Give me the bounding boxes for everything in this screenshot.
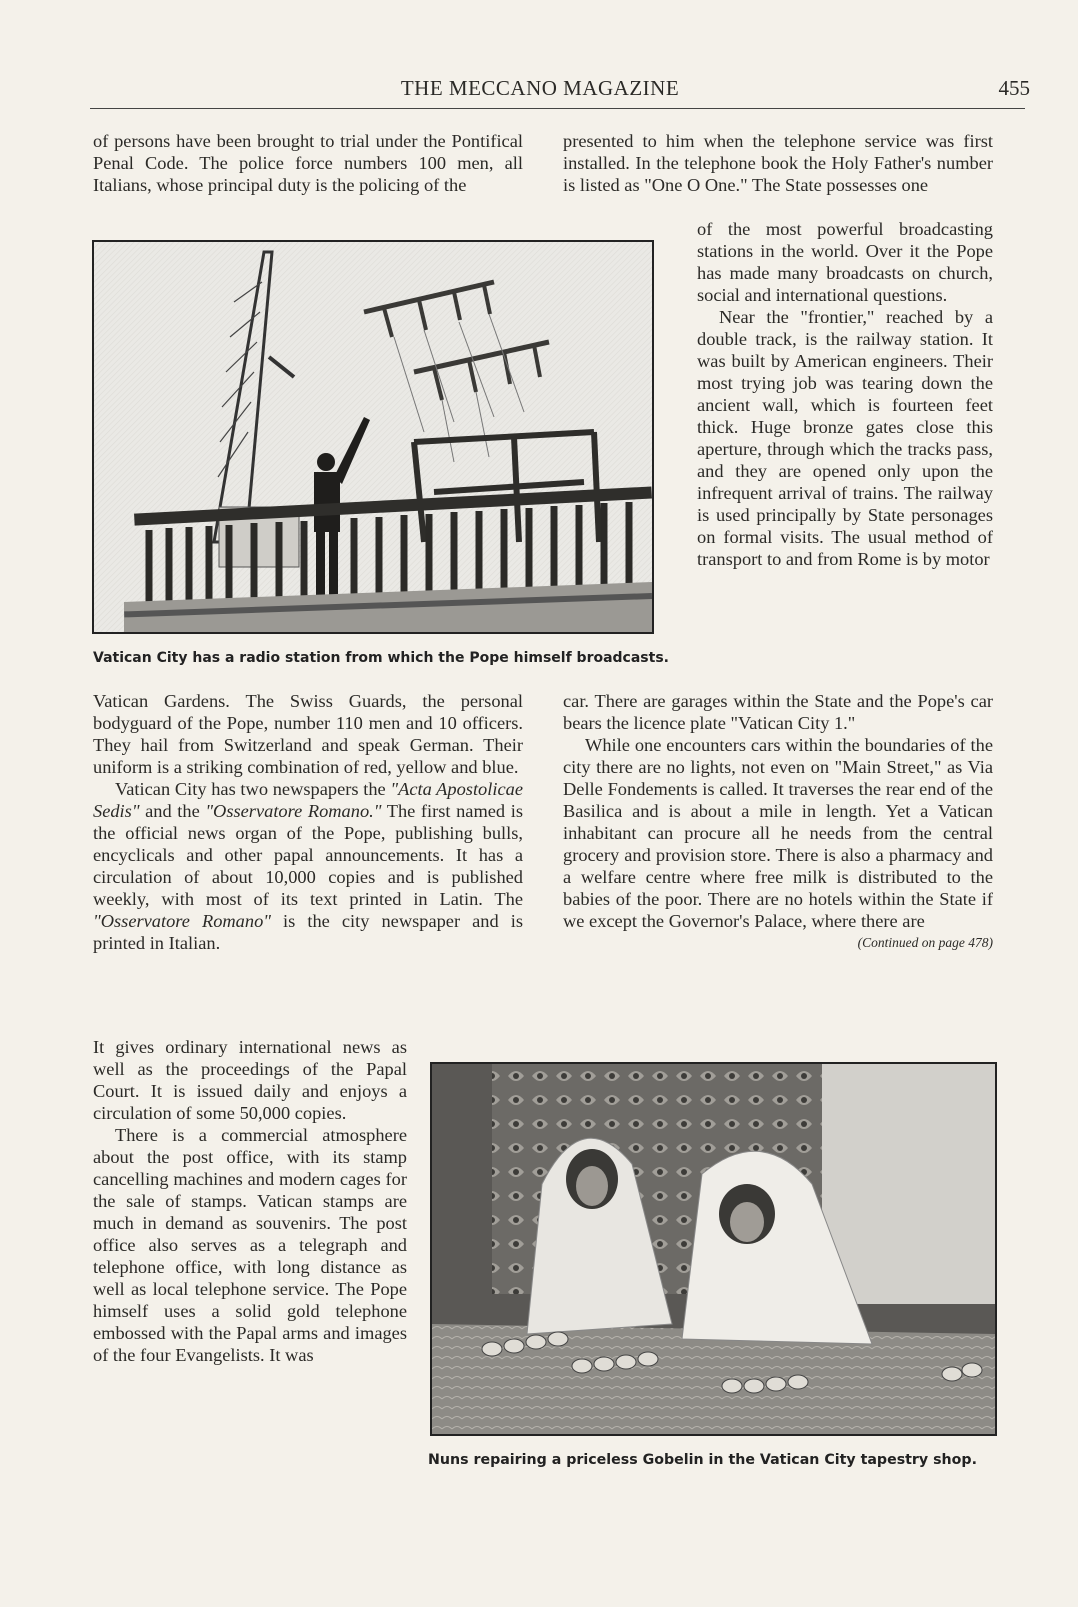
radio-station-photo bbox=[92, 240, 654, 634]
column-2-mid bbox=[563, 690, 993, 954]
paragraph: presented to him when the telephone service was first installed. In the telephone book the Holy Father's number is listed as "One O One." The State possesses one bbox=[563, 131, 993, 195]
page-number: 455 bbox=[998, 76, 1030, 100]
magazine-title: THE MECCANO MAGAZINE bbox=[400, 76, 680, 100]
paragraph: Vatican City has two newspapers the "Acta Apostolicae Sedis" and the "Osservatore Romano." The first named is the official news organ of the Pope, publishing bulls, encyclicals and other papal announcements. It has a circulation of about 10,000 copies and is published weekly, with most of its text printed in Latin. The "Osservatore Romano" is the city newspaper and is printed in Italian. bbox=[93, 779, 523, 953]
column-2-side bbox=[697, 218, 993, 570]
photo-1-caption: Vatican City has a radio station from which the Pope himself broadcasts. bbox=[93, 650, 669, 666]
column-1-top bbox=[93, 130, 523, 196]
tapestry-shop-photo bbox=[430, 1062, 997, 1436]
paragraph: of the most powerful broadcasting stations in the world. Over it the Pope has made many broadcasts on church, social and international questions. bbox=[697, 219, 993, 305]
paragraph: Near the "frontier," reached by a double track, is the railway station. It was built by American engineers. Their most trying job was tearing down the ancient wall, which is fourteen feet thick. Huge bronze gates close this aperture, through which the tracks pass, and they are opened only upon the infrequent arrival of trains. The railway is used principally by State personages on formal visits. The usual method of transport to and from Rome is by motor bbox=[697, 307, 993, 569]
continued-note: (Continued on page 478) bbox=[857, 935, 993, 950]
paragraph: It gives ordinary international news as well as the proceedings of the Papal Court. It is issued daily and enjoys a circulation of some 50,000 copies. bbox=[93, 1037, 407, 1123]
publication-title: "Osservatore Romano." bbox=[205, 801, 382, 821]
header-rule bbox=[90, 108, 1025, 109]
nuns-tapestry-illustration bbox=[432, 1064, 995, 1434]
paragraph: There is a commercial atmosphere about the post office, with its stamp cancelling machines and modern cages for the sale of stamps. Vatican stamps are much in demand as souvenirs. The post office also serves as a telegraph and telephone office, with long distance as well as local telephone service. The Pope himself uses a solid gold telephone embossed with the Papal arms and images of the four Evangelists. It was bbox=[93, 1125, 407, 1365]
publication-title: "Osservatore Romano" bbox=[93, 911, 271, 931]
paragraph: of persons have been brought to trial under the Pontifical Penal Code. The police force numbers 100 men, all Italians, whose principal duty is the policing of the bbox=[93, 131, 523, 195]
column-1-bottom bbox=[93, 1036, 407, 1366]
column-2-top bbox=[563, 130, 993, 196]
photo-2-caption: Nuns repairing a priceless Gobelin in the Vatican City tapestry shop. bbox=[428, 1452, 977, 1468]
publication-title: "Acta Apostolicae Sedis" bbox=[93, 779, 523, 821]
paragraph: While one encounters cars within the boundaries of the city there are no lights, not even on "Main Street," as Via Delle Fondements is called. It traverses the rear end of the Basilica and is about a mile in length. Yet a Vatican inhabitant can procure all he needs from the central grocery and provision store. There is also a pharmacy and a welfare centre where free milk is distributed to the babies of the poor. There are no hotels within the State if we except the Governor's Palace, where there are (Continued on page 478) bbox=[563, 734, 993, 932]
paragraph: car. There are garages within the State and the Pope's car bears the licence plate "Vatican City 1." bbox=[563, 691, 993, 733]
column-1-mid bbox=[93, 690, 523, 954]
paragraph: Vatican Gardens. The Swiss Guards, the personal bodyguard of the Pope, number 110 men and 10 officers. They hail from Switzerland and speak German. Their uniform is a striking combination of red, yellow and blue. bbox=[93, 691, 523, 777]
radio-station-illustration bbox=[94, 242, 652, 632]
